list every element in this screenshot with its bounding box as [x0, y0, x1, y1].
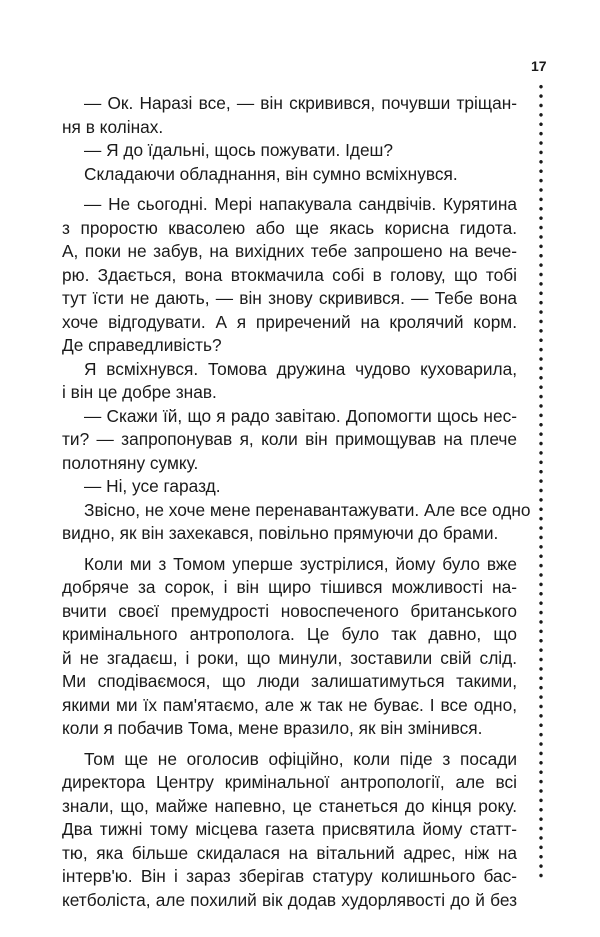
text-line: хоче відгодувати. А я приречений на кролячий корм. [62, 311, 517, 332]
paragraph [62, 499, 531, 546]
text-line: кримінального антрополога. Це було так давно, що [62, 624, 517, 644]
text-line: Складаючи обладнання, він сумно всміхнувся. [84, 163, 458, 184]
text-line: рю. Здається, вона втокмачила собі в голову, що тобі [62, 264, 517, 285]
text-line: директора Центру кримінальної антропології, але всі [62, 772, 517, 792]
text-line: Звісно, не хоче мене перенавантажувати. Але все одно [84, 499, 531, 520]
paragraph [62, 92, 517, 139]
text-line: — Ні, усе гаразд. [84, 476, 221, 496]
text-line: ти? — запропонував я, коли він примощував на плече [62, 429, 517, 449]
paragraph [62, 358, 517, 405]
text-line: інтерв'ю. Він і зараз зберігав статуру колишнього бас- [62, 866, 517, 886]
dotted-margin-rule [539, 82, 543, 879]
paragraph [62, 405, 517, 476]
text-line: і він це добре знав. [62, 382, 217, 402]
text-line: полотняну сумку. [62, 452, 199, 473]
page-number: 17 [531, 58, 547, 74]
text-line: тю, яка більше скидалася на вітальний адрес, ніж на [62, 842, 517, 863]
text-line: — Не сьогодні. Мері напакувала сандвічів. Курятина [84, 194, 517, 214]
text-line: — Скажи їй, що я радо завітаю. Допомогти щось нес- [84, 405, 517, 426]
text-line: — Ок. Наразі все, — він скривився, почувши тріщан- [84, 93, 517, 113]
text-line: Коли ми з Томом уперше зустрілися, йому було вже [84, 553, 517, 574]
body-text [62, 92, 531, 912]
text-line: кетболіста, але похилий вік додав худорлявості до й без [62, 889, 517, 910]
text-line: Два тижні тому місцева газета присвятила йому статт- [62, 819, 517, 839]
text-line: А, поки не забув, на вихідних тебе запрошено на вече- [62, 241, 517, 261]
paragraph [62, 748, 517, 913]
text-line: Том ще не оголосив офіційно, коли піде з посади [84, 748, 517, 769]
text-line: з проростю квасолею або ще якась корисна гидота. [62, 217, 517, 238]
text-line: якими ми їх пам'ятаємо, але ж так не буває. І все одно, [62, 694, 517, 715]
text-line: й не згадаєш, і роки, що минули, зоставили свій слід. [62, 647, 517, 668]
paragraph [62, 139, 517, 163]
text-line: добряче за сорок, і він щиро тішився можливості на- [62, 577, 517, 597]
text-line: тут їсти не дають, — він знову скривився. — Тебе вона [62, 288, 517, 308]
text-line: видно, як він захекався, повільно прямуючи до брами. [62, 523, 499, 543]
paragraph [62, 163, 517, 187]
text-line: знали, що, майже напевно, це станеться до кінця року. [62, 795, 517, 816]
paragraph [62, 475, 517, 499]
text-line: Я всміхнувся. Томова дружина чудово куховарила, [84, 358, 517, 379]
paragraph [62, 553, 517, 741]
text-line: Де справедливість? [62, 335, 222, 355]
text-line: вчити своєї премудрості новоспеченого британського [62, 600, 517, 621]
paragraph [62, 193, 517, 358]
text-line: Ми сподіваємося, що люди залишатимуться такими, [62, 671, 517, 691]
text-line: — Я до їдальні, щось пожувати. Ідеш? [84, 140, 394, 160]
text-line: ня в колінах. [62, 116, 164, 137]
text-line: коли я побачив Тома, мене вразило, як він змінився. [62, 718, 483, 738]
